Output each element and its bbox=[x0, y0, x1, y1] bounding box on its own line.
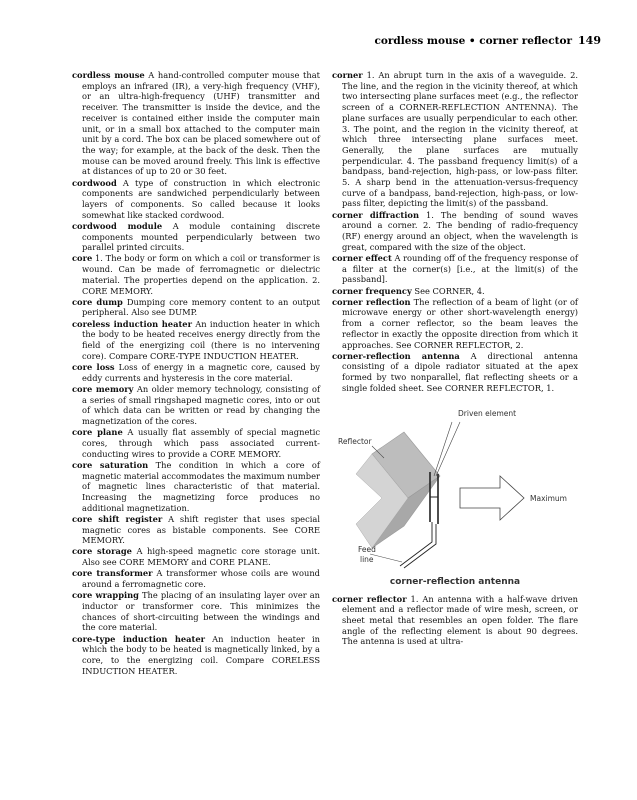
entry-definition: A shift register that uses special magnetic cores as bistable components. See CORE MEMORY. bbox=[82, 513, 320, 546]
entry-definition: 1. The body or form on which a coil or transformer is wound. Can be made of ferromagnetic or dielectric material. The properties depend on the application. 2. CORE MEMORY. bbox=[82, 253, 321, 296]
feed-line-pointer bbox=[370, 554, 402, 562]
dictionary-entry bbox=[72, 546, 320, 567]
label-line: line bbox=[360, 554, 374, 564]
entry-definition: A hand-controlled computer mouse that employs an infrared (IR), a very-high frequency (VHF), or an ultra-high-frequency (UHF) transmitter and receiver. The transmitter is inside the device, and the receiver is contained either inside the computer main unit, or in a small box attached to the computer main unit by a cord. The box can be placed somewhere out of the way; for example, at the back of the desk. Then the mouse can be moved around freely. This link is effective at distances of up to 20 or 30 feet. bbox=[82, 70, 320, 177]
dictionary-entry bbox=[72, 70, 320, 177]
right-column-bottom bbox=[332, 594, 578, 648]
dictionary-entry bbox=[332, 351, 578, 394]
entry-headword: core saturation bbox=[72, 459, 149, 470]
entry-headword: corner reflector bbox=[332, 593, 407, 604]
entry-definition: Loss of energy in a magnetic core, caused by eddy currents and hysteresis in the core material. bbox=[82, 361, 320, 383]
entry-headword: core memory bbox=[72, 383, 134, 394]
dictionary-entry bbox=[332, 297, 578, 351]
entry-headword: core dump bbox=[72, 296, 123, 307]
entry-headword: corner-reflection antenna bbox=[332, 350, 460, 361]
dictionary-entry bbox=[72, 634, 320, 677]
entry-definition: A usually flat assembly of special magnetic cores, through which pass associated current-conducting wires to provide a CORE MEMORY. bbox=[82, 427, 320, 459]
entry-definition: 1. An antenna with a half-wave driven element and a reflector made of wire mesh, screen, or sheet metal that resembles an open folder. The flare angle of the reflecting element is about 90 degrees. The antenna is used at ultra- bbox=[342, 593, 579, 647]
label-driven-element: Driven element bbox=[458, 408, 517, 418]
dictionary-entry bbox=[72, 297, 320, 318]
entry-headword: core plane bbox=[72, 427, 123, 438]
dictionary-entry bbox=[332, 210, 578, 253]
dictionary-entry bbox=[72, 253, 320, 296]
entry-definition: A rounding off of the frequency response of a filter at the corner(s) [i.e., at the limit(s) of the passband]. bbox=[342, 252, 578, 285]
dictionary-entry bbox=[72, 568, 320, 589]
entry-headword: cordwood module bbox=[72, 220, 163, 231]
entry-headword: corner reflection bbox=[332, 296, 411, 307]
entry-definition: A high-speed magnetic core storage unit. Also see CORE MEMORY and CORE PLANE. bbox=[82, 546, 320, 568]
entry-headword: core transformer bbox=[72, 568, 153, 579]
driven-element-pointer bbox=[436, 422, 460, 476]
dictionary-entry bbox=[332, 70, 578, 209]
entry-definition: See CORNER, 4. bbox=[414, 285, 485, 296]
running-header bbox=[375, 34, 602, 47]
right-column bbox=[332, 70, 578, 648]
figure-caption: corner-reflection antenna bbox=[389, 576, 521, 587]
label-maximum: Maximum bbox=[530, 493, 567, 503]
entry-definition: The placing of an insulating layer over an inductor or transformer core. This minimizes the chances of short-circuiting between the windings and the core material. bbox=[82, 590, 321, 633]
entry-definition: A type of construction in which electronic components are sandwiched perpendicularly between layers of components. So called because it looks somewhat like stacked cordwood. bbox=[82, 177, 320, 220]
entry-definition: An older memory technology, consisting of a series of small ringshaped magnetic cores, into or out of which data can be written or read by changing the magnetization of the cores. bbox=[82, 383, 321, 426]
feed-line-b bbox=[404, 524, 436, 568]
dictionary-entry bbox=[72, 362, 320, 383]
driven-element-pointer-2 bbox=[434, 422, 452, 476]
entry-headword: core loss bbox=[72, 361, 115, 372]
label-reflector: Reflector bbox=[338, 436, 372, 446]
entry-headword: corner bbox=[332, 70, 363, 80]
entry-headword: corner effect bbox=[332, 252, 392, 263]
entry-headword: core bbox=[72, 253, 93, 264]
entry-definition: An induction heater in which the body to be heated is magnetically linked, by a core, to the energizing coil. Compare CORELESS INDUCTION HEATER. bbox=[82, 633, 320, 676]
entry-definition: A module containing discrete components mounted perpendicularly between two parallel printed circuits. bbox=[82, 220, 321, 253]
entry-headword: coreless induction heater bbox=[72, 318, 192, 329]
dictionary-entry bbox=[72, 178, 320, 221]
left-column bbox=[72, 70, 320, 677]
dictionary-entry bbox=[72, 221, 320, 253]
dictionary-entry bbox=[72, 319, 320, 362]
dictionary-entry bbox=[72, 427, 320, 459]
entry-definition: The reflection of a beam of light (or of microwave energy or other short-wavelength energy) from a corner reflector, so the beam leaves the reflector in exactly the opposite direction from which it approaches. See CORNER REFLECTOR, 2. bbox=[342, 296, 579, 350]
entry-definition: A directional antenna consisting of a dipole radiator situated at the apex formed by two nonparallel, flat reflecting sheets or a single folded sheet. See CORNER REFLECTOR, 1. bbox=[342, 350, 578, 393]
dictionary-entry bbox=[72, 384, 320, 427]
maximum-direction-arrow bbox=[460, 476, 524, 520]
entry-headword: core-type induction heater bbox=[72, 633, 206, 644]
entry-definition: Dumping core memory content to an output peripheral. Also see DUMP. bbox=[82, 296, 320, 318]
antenna-diagram bbox=[332, 404, 578, 574]
right-column-top bbox=[332, 70, 578, 394]
dictionary-entry bbox=[72, 460, 320, 514]
antenna-figure bbox=[332, 404, 578, 587]
entry-definition: 1. The bending of sound waves around a corner. 2. The bending of radio-frequency (RF) energy around an object, when the wavelength is great, compared with the size of the object. bbox=[342, 209, 578, 252]
entry-headword: core shift register bbox=[72, 513, 163, 524]
entry-definition: An induction heater in which the body to be heated receives energy directly from the field of the energizing coil (there is no intervening core). Compare CORE-TYPE INDUCTION HEATER. bbox=[82, 318, 320, 361]
dictionary-entry bbox=[72, 514, 320, 546]
entry-definition: A transformer whose coils are wound around a ferromagnetic core. bbox=[82, 568, 320, 590]
label-feed: Feed bbox=[358, 544, 376, 554]
entry-definition: 1. An abrupt turn in the axis of a waveguide. 2. The line, and the region in the vicinity thereof, at which two intersecting plane surfaces meet (e.g., the reflector screen of a CORNER-REFLECTION ANTENNA). The plane surfaces are usually perpendicular to each other. 3. The point, and the region in the vicinity thereof, at which three intersecting plane surfaces meet. Generally, the plane surfaces are mutually perpendicular. 4. The passband frequency limit(s) of a bandpass, band-rejection, high-pass, or low-pass filter. 5. A sharp bend in the attenuation-versus-frequency curve of a bandpass, band-rejection, high-pass, or low-pass filter, depicting the limit(s) of the passband. bbox=[342, 70, 578, 209]
dictionary-entry bbox=[72, 590, 320, 633]
entry-headword: corner frequency bbox=[332, 285, 412, 296]
dictionary-entry bbox=[332, 253, 578, 285]
entry-headword: core wrapping bbox=[72, 590, 139, 601]
entry-definition: The condition in which a core of magnetic material accommodates the maximum number of magnetic lines characteristic of that material. Increasing the magnetizing force produces no additional magnetization. bbox=[82, 459, 320, 513]
page-number: 149 bbox=[578, 34, 601, 47]
entry-headword: cordwood bbox=[72, 177, 117, 188]
dictionary-entry bbox=[332, 594, 578, 648]
entry-headword: cordless mouse bbox=[72, 70, 145, 80]
header-title: cordless mouse • corner reflector bbox=[374, 35, 573, 47]
entry-headword: core storage bbox=[72, 546, 132, 557]
dictionary-entry bbox=[332, 286, 578, 297]
entry-headword: corner diffraction bbox=[332, 209, 419, 220]
